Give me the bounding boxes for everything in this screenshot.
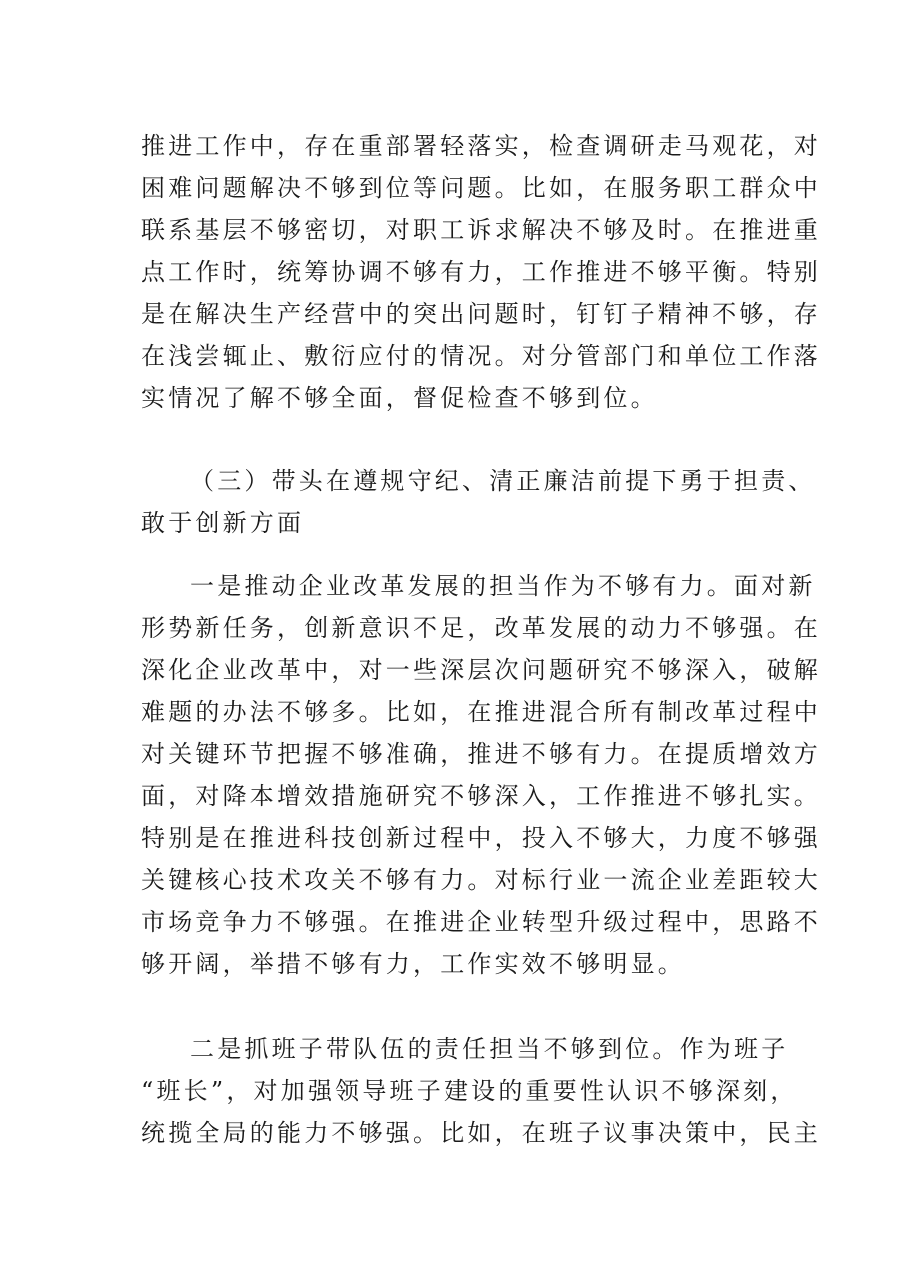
paragraph-line: 在浅尝辄止、敷衍应付的情况。对分管部门和单位工作落 xyxy=(141,342,821,370)
section-heading: （三）带头在遵规守纪、清正廉洁前提下勇于担责、 xyxy=(190,467,816,495)
paragraph-line: 推进工作中，存在重部署轻落实，检查调研走马观花，对 xyxy=(141,132,821,160)
paragraph-line: 对关键环节把握不够准确，推进不够有力。在提质增效方 xyxy=(141,740,821,768)
paragraph-line: 面，对降本增效措施研究不够深入，工作推进不够扎实。 xyxy=(141,782,821,810)
paragraph-line: 实情况了解不够全面，督促检查不够到位。 xyxy=(141,384,658,412)
paragraph-line: “班长”，对加强领导班子建设的重要性认识不够深刻， xyxy=(141,1077,798,1105)
paragraph-line: 关键核心技术攻关不够有力。对标行业一流企业差距较大 xyxy=(141,866,821,894)
paragraph-line: 难题的办法不够多。比如，在推进混合所有制改革过程中 xyxy=(141,698,821,726)
paragraph-line: 联系基层不够密切，对职工诉求解决不够及时。在推进重 xyxy=(141,216,821,244)
paragraph-line: 二是抓班子带队伍的责任担当不够到位。作为班子 xyxy=(190,1035,789,1063)
paragraph-line: 特别是在推进科技创新过程中，投入不够大，力度不够强 xyxy=(141,824,821,852)
paragraph-line: 够开阔，举措不够有力，工作实效不够明显。 xyxy=(141,950,685,978)
paragraph-line: 点工作时，统筹协调不够有力，工作推进不够平衡。特别 xyxy=(141,258,821,286)
paragraph-line: 是在解决生产经营中的突出问题时，钉钉子精神不够，存 xyxy=(141,300,821,328)
paragraph-line: 统揽全局的能力不够强。比如，在班子议事决策中，民主 xyxy=(141,1119,821,1147)
paragraph-line: 困难问题解决不够到位等问题。比如，在服务职工群众中 xyxy=(141,174,821,202)
paragraph-line: 一是推动企业改革发展的担当作为不够有力。面对新 xyxy=(190,572,816,600)
paragraph-line: 形势新任务，创新意识不足，改革发展的动力不够强。在 xyxy=(141,614,821,642)
paragraph-line: 深化企业改革中，对一些深层次问题研究不够深入，破解 xyxy=(141,656,821,684)
paragraph-line: 市场竞争力不够强。在推进企业转型升级过程中，思路不 xyxy=(141,908,821,936)
section-heading: 敢于创新方面 xyxy=(141,509,305,537)
